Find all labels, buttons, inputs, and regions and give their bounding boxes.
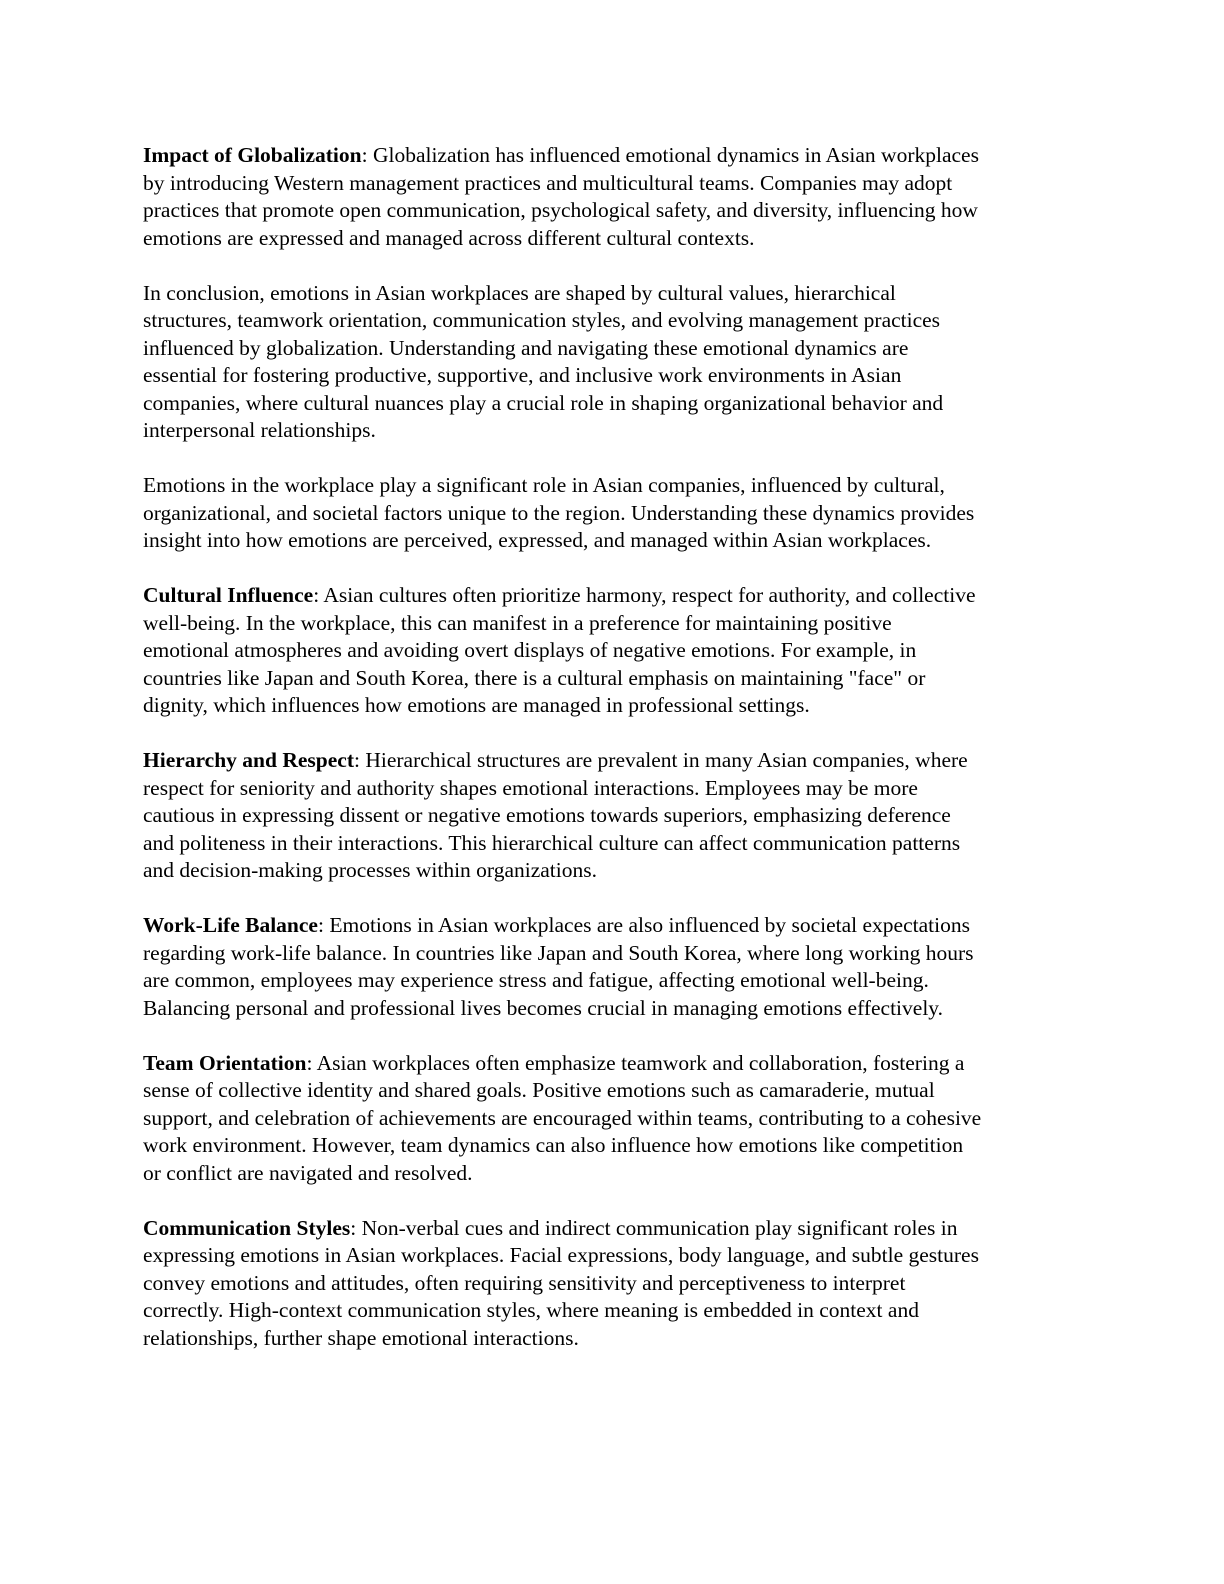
paragraph-line: organizational, and societal factors unique to the region. Understanding these dynamics provides — [143, 500, 975, 525]
paragraph-line: structures, teamwork orientation, communication styles, and evolving management practices — [143, 308, 941, 332]
paragraph-line: companies, where cultural nuances play a crucial role in shaping organizational behavior and — [143, 390, 944, 415]
paragraph-line: Cultural Influence: Asian cultures often prioritize harmony, respect for authority, and collective — [143, 583, 976, 607]
paragraph-line: expressing emotions in Asian workplaces. Facial expressions, body language, and subtle gestures — [143, 1243, 979, 1267]
paragraph-line: relationships, further shape emotional interactions. — [143, 1325, 579, 1350]
paragraph-line: influenced by globalization. Understanding and navigating these emotional dynamics are — [143, 335, 909, 360]
paragraph-communication-styles — [143, 1215, 1083, 1353]
paragraph-line: emotions are expressed and managed across different cultural contexts. — [143, 225, 755, 250]
paragraph-line: work environment. However, team dynamics can also influence how emotions like competition — [143, 1133, 964, 1157]
paragraph-line: Communication Styles: Non-verbal cues and indirect communication play significant roles in — [143, 1215, 958, 1240]
paragraph-line: are common, employees may experience stress and fatigue, affecting emotional well-being. — [143, 968, 929, 992]
paragraph-introduction — [143, 472, 1083, 555]
paragraph-heading: Communication Styles — [143, 1215, 351, 1240]
paragraph-line: regarding work-life balance. In countries like Japan and South Korea, where long working hours — [143, 940, 974, 965]
paragraph-line: sense of collective identity and shared goals. Positive emotions such as camaraderie, mutual — [143, 1078, 935, 1102]
paragraph-line: support, and celebration of achievements are encouraged within teams, contributing to a cohesive — [143, 1105, 982, 1130]
paragraph-line: Balancing personal and professional lives becomes crucial in managing emotions effectively. — [143, 995, 944, 1020]
paragraph-line: correctly. High-context communication styles, where meaning is embedded in context and — [143, 1298, 919, 1322]
paragraph-line: Emotions in the workplace play a significant role in Asian companies, influenced by cultural, — [143, 473, 945, 497]
paragraph-line: convey emotions and attitudes, often requiring sensitivity and perceptiveness to interpret — [143, 1270, 906, 1295]
paragraph-line: or conflict are navigated and resolved. — [143, 1160, 473, 1185]
paragraph-line: emotional atmospheres and avoiding overt displays of negative emotions. For example, in — [143, 638, 917, 662]
paragraph-line: practices that promote open communication, psychological safety, and diversity, influencing how — [143, 198, 978, 222]
paragraph-line: and decision-making processes within organizations. — [143, 858, 597, 882]
paragraph-cultural-influence — [143, 582, 1083, 720]
paragraph-line: Hierarchy and Respect: Hierarchical structures are prevalent in many Asian companies, where — [143, 748, 968, 772]
paragraph-heading: Hierarchy and Respect — [143, 748, 354, 772]
paragraph-line: Work-Life Balance: Emotions in Asian workplaces are also influenced by societal expectations — [143, 913, 970, 937]
paragraph-heading: Team Orientation — [143, 1050, 307, 1075]
paragraph-line: by introducing Western management practices and multicultural teams. Companies may adopt — [143, 170, 953, 195]
paragraph-line: well-being. In the workplace, this can manifest in a preference for maintaining positive — [143, 610, 892, 635]
paragraph-conclusion — [143, 280, 1083, 445]
paragraph-line: interpersonal relationships. — [143, 418, 376, 442]
paragraph-line: cautious in expressing dissent or negative emotions towards superiors, emphasizing deference — [143, 803, 951, 827]
paragraph-work-life-balance — [143, 912, 1083, 1022]
paragraph-line: Impact of Globalization: Globalization has influenced emotional dynamics in Asian workplaces — [143, 143, 979, 167]
paragraph-impact-of-globalization — [143, 142, 1083, 252]
paragraph-line: essential for fostering productive, supportive, and inclusive work environments in Asian — [143, 363, 902, 387]
paragraph-line: Team Orientation: Asian workplaces often emphasize teamwork and collaboration, fostering a — [143, 1050, 965, 1075]
paragraph-team-orientation — [143, 1050, 1083, 1188]
paragraph-line: insight into how emotions are perceived, expressed, and managed within Asian workplaces. — [143, 528, 932, 552]
paragraph-heading: Work-Life Balance — [143, 913, 318, 937]
paragraph-line: In conclusion, emotions in Asian workplaces are shaped by cultural values, hierarchical — [143, 280, 896, 305]
paragraph-line: countries like Japan and South Korea, there is a cultural emphasis on maintaining "face" or — [143, 665, 926, 690]
paragraph-heading: Impact of Globalization — [143, 143, 362, 167]
document-body — [143, 142, 1083, 1380]
paragraph-heading: Cultural Influence — [143, 583, 314, 607]
paragraph-line: and politeness in their interactions. This hierarchical culture can affect communication patterns — [143, 830, 961, 855]
paragraph-line: respect for seniority and authority shapes emotional interactions. Employees may be more — [143, 775, 918, 800]
paragraph-hierarchy-and-respect — [143, 747, 1083, 885]
paragraph-line: dignity, which influences how emotions are managed in professional settings. — [143, 693, 810, 717]
